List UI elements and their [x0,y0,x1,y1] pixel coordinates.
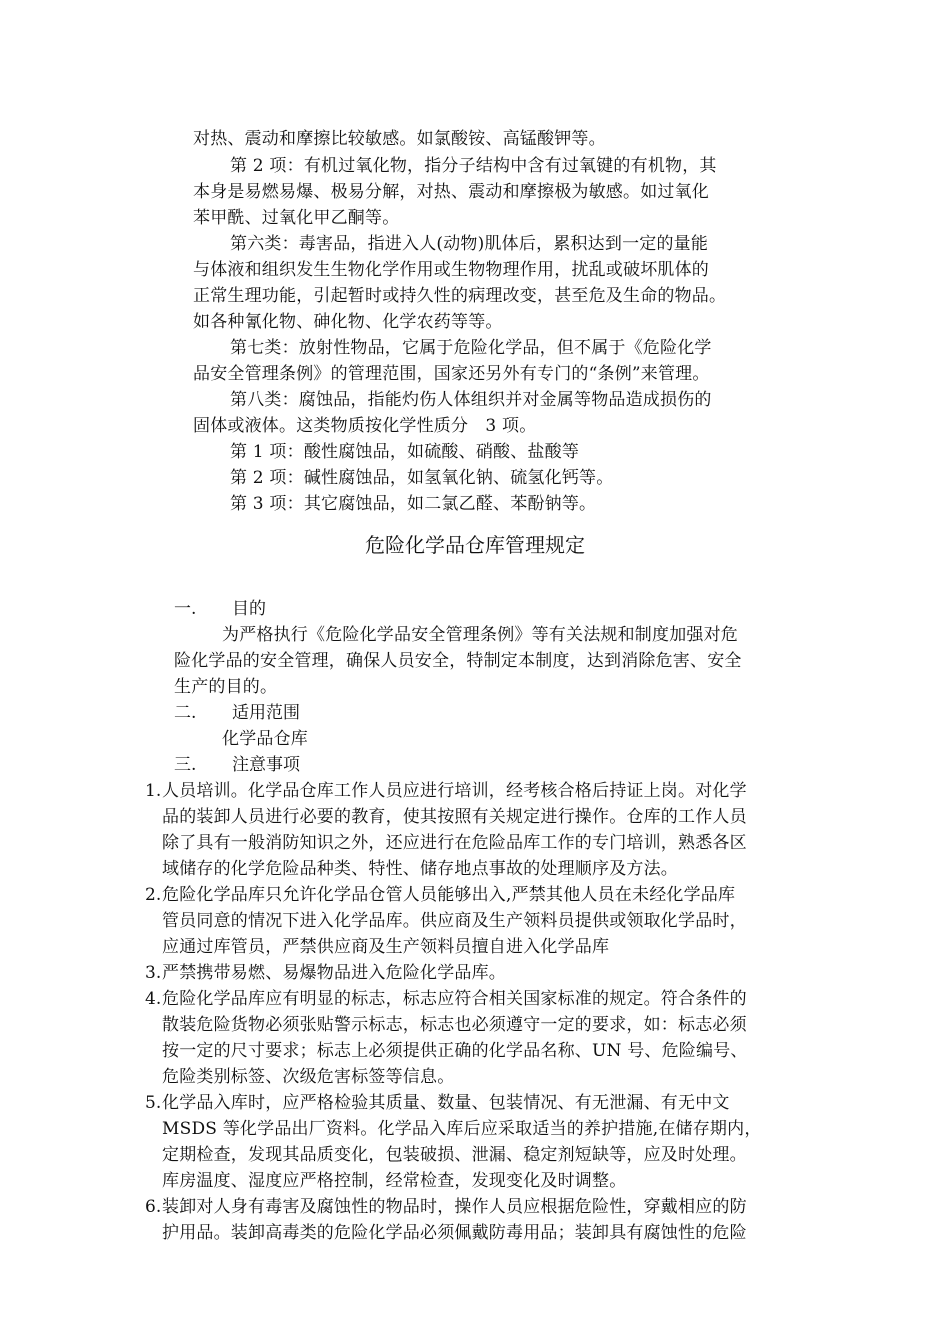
text-line: 第六类：毒害品，指进入人(动物)肌体后，累积达到一定的量能 [230,234,709,254]
text-line: 人员培训。化学品仓库工作人员应进行培训，经考核合格后持证上岗。对化学 [162,781,747,801]
text-line: 除了具有一般消防知识之外，还应进行在危险品库工作的专门培训，熟悉各区 [162,833,747,853]
text-line: 域储存的化学危险品种类、特性、储存地点事故的处理顺序及方法。 [162,859,678,879]
text-line: 第 2 项：有机过氧化物，指分子结构中含有过氧键的有机物，其 [230,156,717,176]
text-line: 第八类：腐蚀品，指能灼伤人体组织并对金属等物品造成损伤的 [230,390,712,410]
text-line: 如各种氰化物、砷化物、化学农药等等。 [193,312,503,332]
text-line: 第 3 项：其它腐蚀品，如二氯乙醛、苯酚钠等。 [230,494,597,514]
section-heading: 适用范围 [232,703,300,723]
text-line: 本身是易燃易爆、极易分解，对热、震动和摩擦极为敏感。如过氧化 [193,182,709,202]
text-line: 生产的目的。 [174,677,278,697]
item-number: 2. [145,885,162,905]
text-line: 库房温度、湿度应严格控制，经常检查，发现变化及时调整。 [162,1171,627,1191]
text-line: 险化学品的安全管理，确保人员安全，特制定本制度，达到消除危害、安全 [174,651,742,671]
text-line: 化学品仓库 [222,729,308,749]
text-line: 危险化学品库只允许化学品仓管人员能够出入,严禁其他人员在未经化学品库 [162,885,736,905]
item-number: 1. [145,781,162,801]
text-line: 散装危险货物必须张贴警示标志，标志也必须遵守一定的要求，如：标志必须 [162,1015,747,1035]
item-number: 6. [145,1197,162,1217]
text-line: 按一定的尺寸要求；标志上必须提供正确的化学品名称、UN 号、危险编号、 [162,1041,748,1061]
text-line: 危险类别标签、次级危害标签等信息。 [162,1067,455,1087]
text-line: 苯甲酰、过氧化甲乙酮等。 [193,208,400,228]
section-number: 一. [174,599,197,619]
item-number: 3. [145,963,162,983]
text-line: 第 1 项：酸性腐蚀品，如硫酸、硝酸、盐酸等 [230,442,580,462]
text-line: 应通过库管员，严禁供应商及生产领料员擅自进入化学品库 [162,937,610,957]
text-line: 对热、震动和摩擦比较敏感。如氯酸铵、高锰酸钾等。 [193,129,606,149]
section-heading: 注意事项 [232,755,300,775]
section-heading: 目的 [232,599,266,619]
text-line: 严禁携带易燃、易爆物品进入危险化学品库。 [162,963,506,983]
text-line: 为严格执行《危险化学品安全管理条例》等有关法规和制度加强对危 [222,625,738,645]
text-line: 品安全管理条例》的管理范围，国家还另外有专门的“条例”来管理。 [193,364,710,384]
item-number: 5. [145,1093,162,1113]
text-line: 与体液和组织发生生物化学作用或生物物理作用，扰乱或破坏肌体的 [193,260,709,280]
text-line: 装卸对人身有毒害及腐蚀性的物品时，操作人员应根据危险性，穿戴相应的防 [162,1197,747,1217]
section-number: 三. [174,755,197,775]
section-number: 二. [174,703,197,723]
text-line: 危险化学品库应有明显的标志，标志应符合相关国家标准的规定。符合条件的 [162,989,747,1009]
text-line: 护用品。装卸高毒类的危险化学品必须佩戴防毒用品；装卸具有腐蚀性的危险 [162,1223,747,1243]
text-line: 正常生理功能，引起暂时或持久性的病理改变，甚至危及生命的物品。 [193,286,727,306]
text-line: 化学品入库时，应严格检验其质量、数量、包装情况、有无泄漏、有无中文 [162,1093,730,1113]
item-number: 4. [145,989,162,1009]
text-line: MSDS 等化学品出厂资料。化学品入库后应采取适当的养护措施,在储存期内， [162,1119,762,1139]
text-line: 第七类：放射性物品，它属于危险化学品，但不属于《危险化学 [230,338,712,358]
text-line: 第 2 项：碱性腐蚀品，如氢氧化钠、硫氢化钙等。 [230,468,614,488]
text-line: 品的装卸人员进行必要的教育，使其按照有关规定进行操作。仓库的工作人员 [162,807,747,827]
text-line: 管员同意的情况下进入化学品库。供应商及生产领料员提供或领取化学品时， [162,911,747,931]
text-line: 固体或液体。这类物质按化学性质分 3 项。 [193,416,537,436]
text-line: 定期检查，发现其品质变化，包装破损、泄漏、稳定剂短缺等，应及时处理。 [162,1145,747,1165]
document-title: 危险化学品仓库管理规定 [365,533,585,557]
